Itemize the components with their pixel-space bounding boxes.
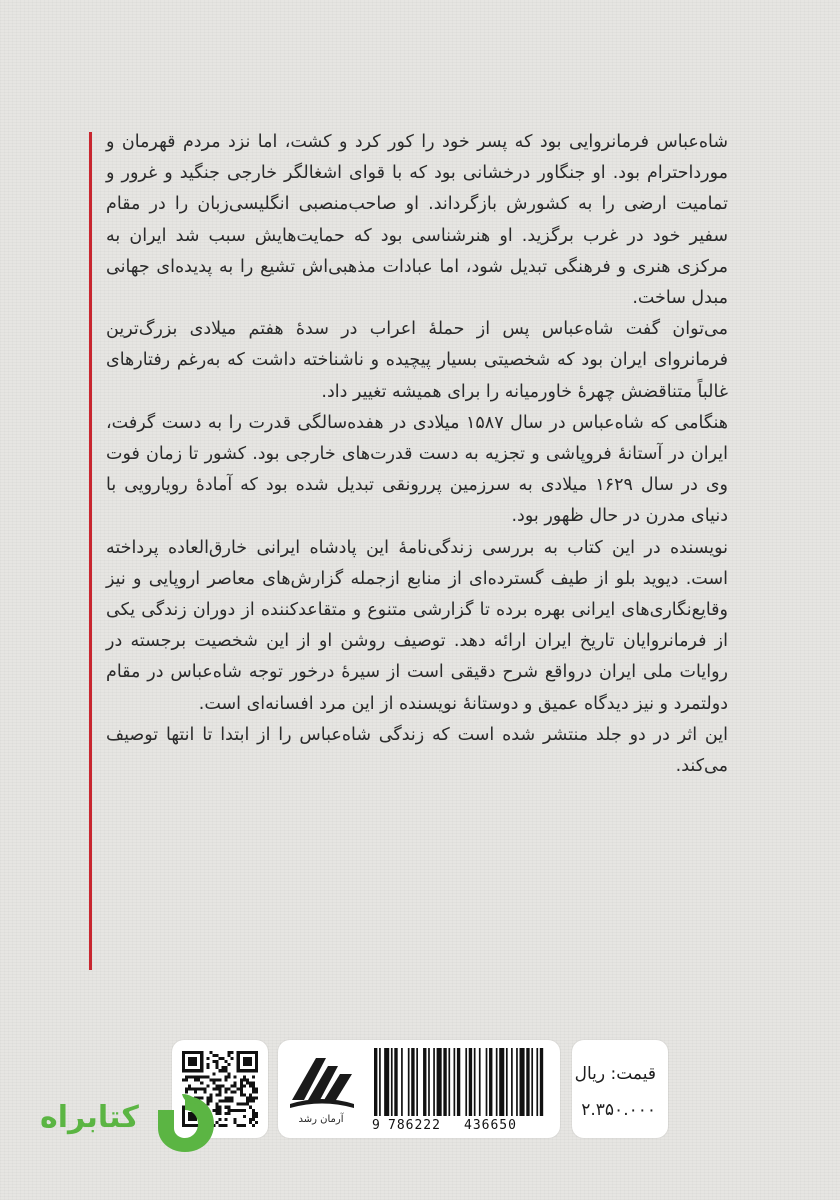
ketabrah-watermark [40,1090,220,1170]
blurb-paragraph: هنگامی که شاه‌عباس در سال ۱۵۸۷ میلادی در هفده‌سالگی قدرت را به دست گرفت، ایران در آستانهٔ فروپاشی و تجزیه به دست قدرت‌های خارجی بود. کشور تا زمان فوت وی در سال ۱۶۲۹ میلادی به سرزمین پررونقی تبدیل شده بود که آمادهٔ رویارویی با دنیای مدرن در حال ظهور بود. [106,412,728,527]
barcode-digits-left: 786222 [388,1118,441,1133]
red-accent-rule [89,132,92,970]
barcode-panel [278,1040,560,1138]
publisher-logo-icon [286,1050,358,1112]
blurb-paragraph: شاه‌عباس فرمانروایی بود که پسر خود را کور کرد و کشت، اما نزد مردم قهرمان و مورداحترام بود. او جنگاور درخشانی بود که با قوای اشغالگر خارجی جنگید و غرور و تمامیت ارضی را به کشورش بازگرداند. او صاحب‌منصبی انگلیسی‌زبان را در مقام سفیر خود در غرب برگزید. او هنرشناسی بود که حمایت‌هایش سبب شد ایران به مرکزی هنری و فرهنگی تبدیل شود، اما عبادات مذهبی‌اش تشیع را به پدیده‌ای جهانی مبدل ساخت. [106,132,728,309]
barcode-digits-right: 436650 [464,1118,517,1133]
watermark-text: کتابراه [40,1100,139,1135]
price-panel [572,1040,668,1138]
price-label: قیمت: ریال [574,1064,656,1084]
price-value: ۲.۳۵۰.۰۰۰ [581,1100,656,1120]
barcode-icon [372,1048,550,1116]
blurb-paragraph: نویسنده در این کتاب به بررسی زندگی‌نامهٔ این پادشاه ایرانی خارق‌العاده پرداخته است. دیوید بلو از طیف گسترده‌ای از منابع ازجمله گزارش‌های معاصر اروپایی و نیز وقایع‌نگاری‌های ایرانی بهره برده تا گزارشی متنوع و متقاعدکننده از دوران زندگی یکی از فرمانروایان تاریخ ایران ارائه دهد. توصیف روشن او از این شخصیت برجسته در روایات ملی ایران درواقع شرح دقیقی است از سیرهٔ درخور توجه شاه‌عباس در مقام دولتمرد و نیز دیدگاه عمیق و دوستانهٔ نویسنده از این مرد افسانه‌ای است. [106,537,728,714]
barcode-lead-digit: 9 [372,1118,380,1133]
blurb-paragraph: این اثر در دو جلد منتشر شده است که زندگی شاه‌عباس را از ابتدا تا انتها توصیف می‌کند. [106,724,728,777]
publisher-name: آرمان رشد [298,1114,344,1125]
blurb-paragraph: می‌توان گفت شاه‌عباس پس از حملهٔ اعراب در سدهٔ هفتم میلادی بزرگ‌ترین فرمانروای ایران بود که شخصیتی بسیار پیچیده و ناشناخته داشت که به‌رغم رفتارهای غالباً متناقضش چهرهٔ خاورمیانه را برای همیشه تغییر داد. [106,319,728,402]
blurb-text [106,127,728,782]
ketabrah-leaf-icon [152,1090,218,1156]
